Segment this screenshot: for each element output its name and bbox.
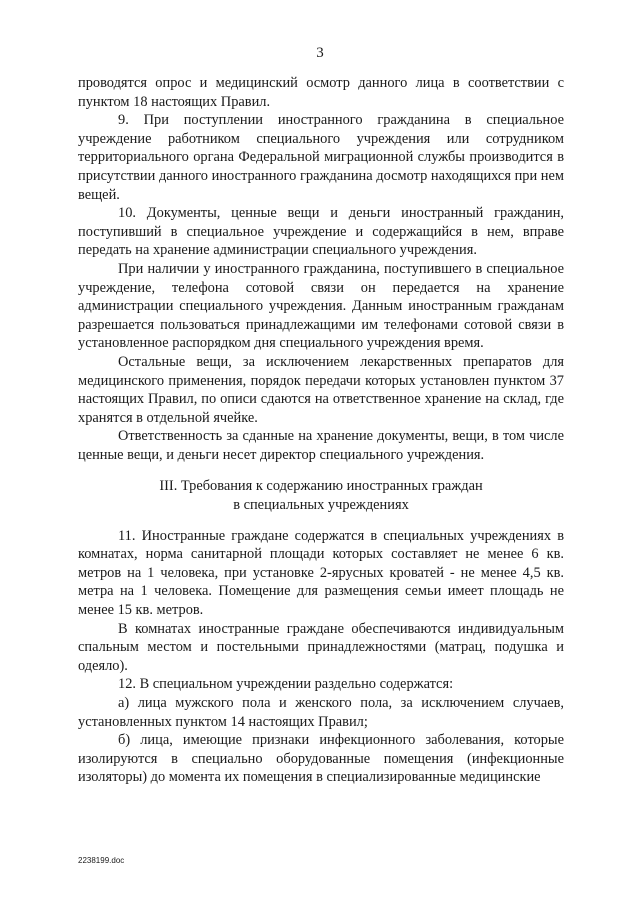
file-name-footer: 2238199.doc [78, 856, 125, 865]
paragraph: Остальные вещи, за исключением лекарственных препаратов для медицинского применения, порядок передачи которых установлен пунктом 37 настоящих Правил, по описи сдаются на ответственное хранение на склад, где хранятся в отдельной ячейке. [78, 353, 564, 426]
paragraph: 10. Документы, ценные вещи и деньги иностранный гражданин, поступивший в специальное учреждение и содержащийся в нем, вправе передать на хранение администрации специального учреждения. [78, 205, 564, 259]
paragraph: 12. В специальном учреждении раздельно содержатся: [118, 676, 454, 693]
paragraph: 9. При поступлении иностранного гражданина в специальное учреждение работником специального учреждения или сотрудником территориального органа Федеральной миграционной службы производится в присутствии данного иностранного гражданина досмотр находящихся при нем вещей. [78, 112, 564, 203]
paragraph: В комнатах иностранные граждане обеспечиваются индивидуальным спальным местом и постельными принадлежностями (матрац, подушка и одеяло). [78, 620, 564, 674]
section-heading-line2: в специальных учреждениях [233, 497, 409, 514]
section-heading [78, 477, 564, 514]
section-heading-line1: III. Требования к содержанию иностранных граждан [159, 478, 483, 495]
paragraph: 11. Иностранные граждане содержатся в специальных учреждениях в комнатах, норма санитарной площади которых составляет не менее 6 кв. метров на 1 человека, при установке 2-ярусных кроватей - не менее 4,5 кв. метра на 1 человека. Помещение для размещения семьи имеет площадь не менее 15 кв. метров. [78, 527, 564, 619]
paragraph: б) лица, имеющие признаки инфекционного заболевания, которые изолируются в специально оборудованные помещения (инфекционные изоляторы) до момента их помещения в специализированные медицинские [78, 732, 564, 786]
paragraph: При наличии у иностранного гражданина, поступившего в специальное учреждение, телефона сотовой связи он передается на хранение администрации специального учреждения. Данным иностранным гражданам разрешается пользоваться принадлежащими им телефонами сотовой связи в установленное распорядком дня специального учреждения время. [78, 260, 564, 352]
paragraph: а) лица мужского пола и женского пола, за исключением случаев, установленных пунктом 14 настоящих Правил; [78, 695, 564, 730]
document-body [78, 74, 564, 787]
page-number: 3 [316, 45, 324, 61]
paragraph: проводятся опрос и медицинский осмотр данного лица в соответствии с пунктом 18 настоящих Правил. [78, 75, 564, 110]
paragraph: Ответственность за сданные на хранение документы, вещи, в том числе ценные вещи, и деньги несет директор специального учреждения. [78, 428, 564, 463]
